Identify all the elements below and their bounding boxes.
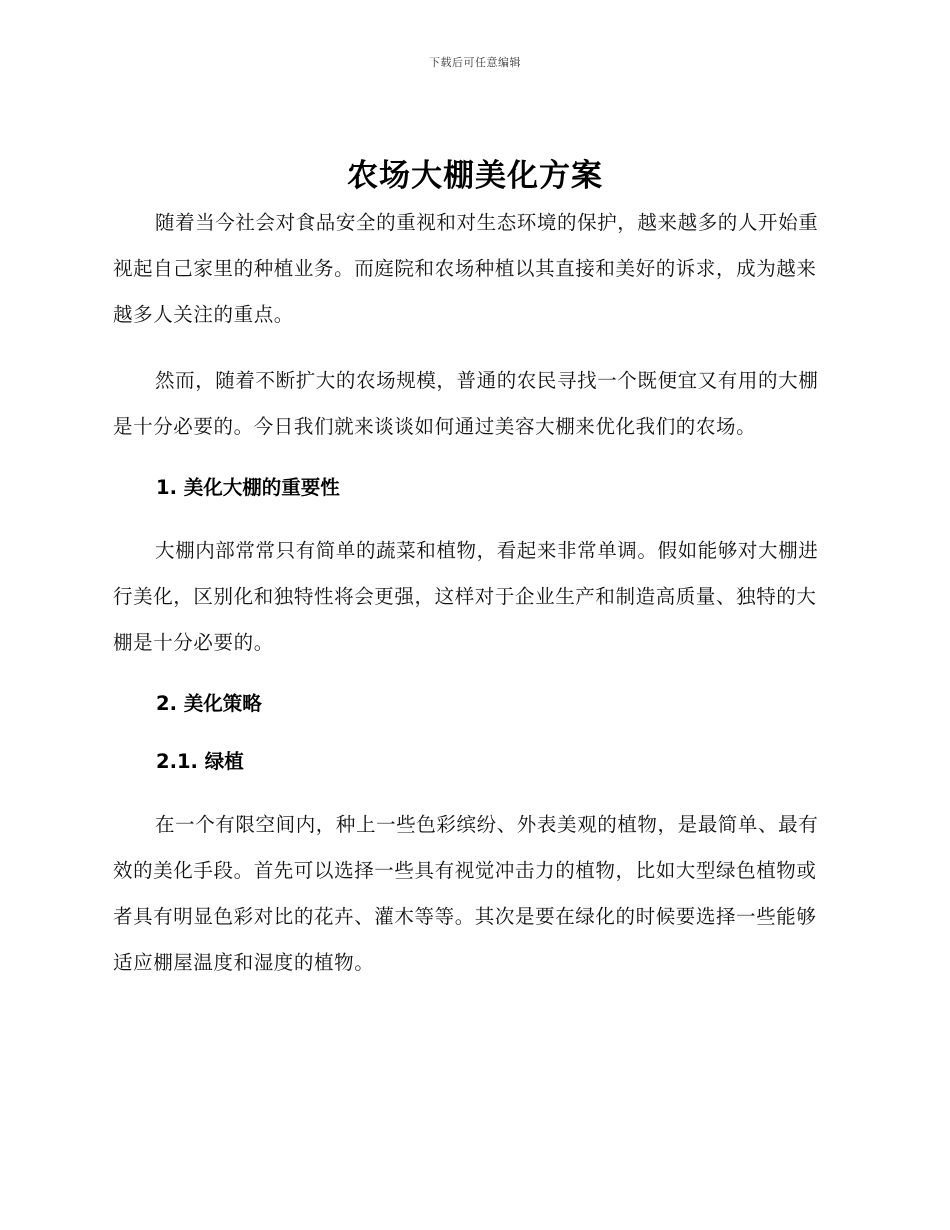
subsection-heading-greenery: 2.1. 绿植: [156, 750, 244, 773]
importance-paragraph: 大棚内部常常只有简单的蔬菜和植物，看起来非常单调。假如能够对大棚进行美化，区别化和独特性将会更强，这样对于企业生产和制造高质量、独特的大棚是十分必要的。: [113, 539, 819, 654]
section-heading-importance: 1. 美化大棚的重要性: [156, 476, 340, 499]
intro-paragraph: 随着当今社会对食品安全的重视和对生态环境的保护，越来越多的人开始重视起自己家里的种植业务。而庭院和农场种植以其直接和美好的诉求，成为越来越多人关注的重点。: [113, 211, 819, 326]
document-body: [113, 200, 835, 1006]
greenery-paragraph: 在一个有限空间内，种上一些色彩缤纷、外表美观的植物，是最简单、最有效的美化手段。首先可以选择一些具有视觉冲击力的植物，比如大型绿色植物或者具有明显色彩对比的花卉、灌木等等。其次是要在绿化的时候要选择一些能够适应棚屋温度和湿度的植物。: [113, 813, 819, 974]
section-heading-strategy: 2. 美化策略: [156, 692, 262, 715]
document-title: 农场大棚美化方案: [347, 158, 603, 194]
page-header-note: 下载后可任意编辑: [429, 56, 521, 69]
context-paragraph: 然而，随着不断扩大的农场规模，普通的农民寻找一个既便宜又有用的大棚是十分必要的。今日我们就来谈谈如何通过美容大棚来优化我们的农场。: [113, 369, 819, 438]
